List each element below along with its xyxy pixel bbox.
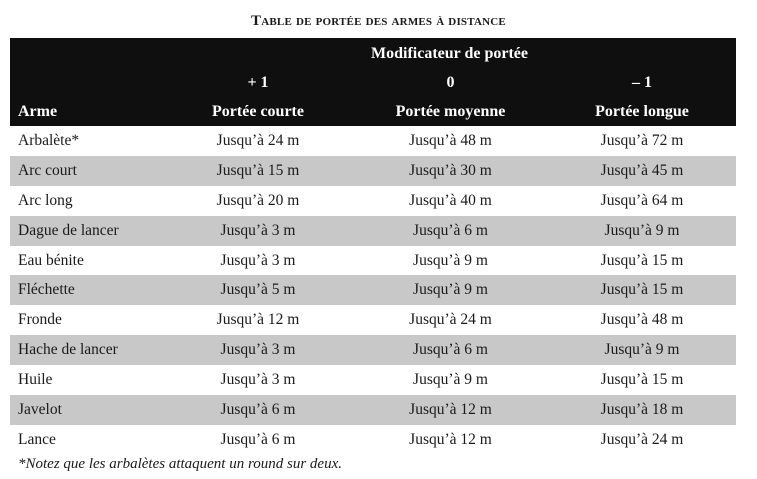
table-row xyxy=(10,156,736,186)
table-header xyxy=(10,38,736,126)
medium-range-cell: Jusqu’à 30 m xyxy=(353,156,548,186)
weapon-cell: Javelot xyxy=(10,395,163,425)
long-range-cell: Jusqu’à 15 m xyxy=(548,275,736,305)
table-row xyxy=(10,365,736,395)
table-row xyxy=(10,395,736,425)
long-range-cell: Jusqu’à 18 m xyxy=(548,395,736,425)
table-row xyxy=(10,186,736,216)
long-range-cell: Jusqu’à 15 m xyxy=(600,371,684,389)
table-row xyxy=(10,275,736,305)
medium-range-cell: Jusqu’à 12 m xyxy=(409,430,492,448)
weapon-cell: Arc long xyxy=(18,191,73,209)
weapon-cell: Lance xyxy=(18,430,56,448)
modifier-long: – 1 xyxy=(548,69,736,97)
medium-range-cell: Jusqu’à 6 m xyxy=(353,216,548,246)
column-header-long: Portée longue xyxy=(548,97,736,126)
long-range-cell: Jusqu’à 9 m xyxy=(548,335,736,365)
long-range-cell: Jusqu’à 45 m xyxy=(548,156,736,186)
short-range-cell: Jusqu’à 6 m xyxy=(163,395,353,425)
modifier-medium: 0 xyxy=(353,69,548,97)
medium-range-cell: Jusqu’à 6 m xyxy=(353,335,548,365)
short-range-cell: Jusqu’à 15 m xyxy=(163,156,353,186)
short-range-cell: Jusqu’à 20 m xyxy=(216,191,300,209)
short-range-cell: Jusqu’à 3 m xyxy=(163,216,353,246)
weapon-cell: Dague de lancer xyxy=(10,216,163,246)
long-range-cell: Jusqu’à 15 m xyxy=(600,251,684,269)
medium-range-cell: Jusqu’à 9 m xyxy=(413,251,488,269)
column-header-medium: Portée moyenne xyxy=(353,97,548,126)
weapon-cell: Fronde xyxy=(18,311,62,329)
footnote: *Notez que les arbalètes attaquent un round sur deux. xyxy=(18,456,342,472)
table-row xyxy=(10,126,736,156)
medium-range-cell: Jusqu’à 9 m xyxy=(413,371,488,389)
short-range-cell: Jusqu’à 5 m xyxy=(163,275,353,305)
table-row xyxy=(10,305,736,335)
short-range-cell: Jusqu’à 3 m xyxy=(220,371,296,389)
medium-range-cell: Jusqu’à 12 m xyxy=(353,395,548,425)
weapon-cell: Hache de lancer xyxy=(10,335,163,365)
table-title: Table de portée des armes à distance xyxy=(251,13,506,29)
long-range-cell: Jusqu’à 72 m xyxy=(600,131,684,149)
column-header-weapon: Arme xyxy=(10,97,163,126)
medium-range-cell: Jusqu’à 40 m xyxy=(409,191,492,209)
table-row xyxy=(10,246,736,276)
weapon-cell: Eau bénite xyxy=(18,251,84,269)
medium-range-cell: Jusqu’à 48 m xyxy=(409,131,492,149)
table-row xyxy=(10,216,736,246)
short-range-cell: Jusqu’à 3 m xyxy=(220,251,296,269)
weapon-cell: Huile xyxy=(18,371,53,389)
range-table xyxy=(10,38,736,455)
short-range-cell: Jusqu’à 12 m xyxy=(216,311,300,329)
header-empty xyxy=(10,38,163,69)
short-range-cell: Jusqu’à 3 m xyxy=(163,335,353,365)
long-range-cell: Jusqu’à 24 m xyxy=(600,430,684,448)
long-range-cell: Jusqu’à 9 m xyxy=(548,216,736,246)
table-row xyxy=(10,425,736,455)
weapon-cell: Fléchette xyxy=(10,275,163,305)
weapon-cell: Arc court xyxy=(10,156,163,186)
modifier-short: + 1 xyxy=(163,69,353,97)
modifier-heading: Modificateur de portée xyxy=(163,38,736,69)
long-range-cell: Jusqu’à 48 m xyxy=(600,311,684,329)
weapon-cell: Arbalète* xyxy=(18,131,80,149)
long-range-cell: Jusqu’à 64 m xyxy=(600,191,684,209)
table-row xyxy=(10,335,736,365)
medium-range-cell: Jusqu’à 9 m xyxy=(353,275,548,305)
table-body xyxy=(10,126,736,455)
medium-range-cell: Jusqu’à 24 m xyxy=(409,311,492,329)
short-range-cell: Jusqu’à 24 m xyxy=(216,131,300,149)
column-header-short: Portée courte xyxy=(163,97,353,126)
header-empty xyxy=(10,69,163,97)
short-range-cell: Jusqu’à 6 m xyxy=(220,430,296,448)
